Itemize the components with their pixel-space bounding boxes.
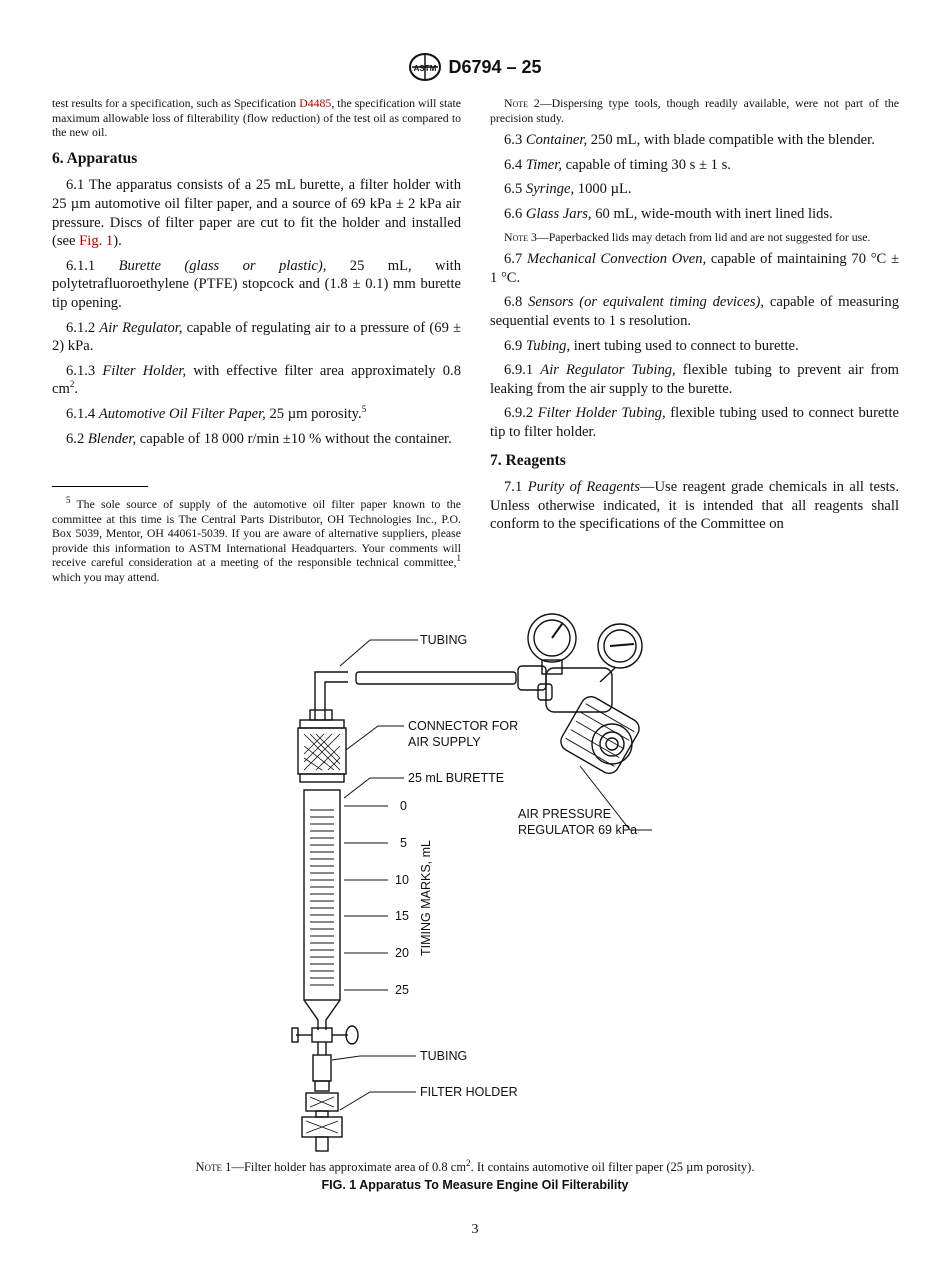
astm-logo-icon	[408, 52, 442, 82]
timing-mark-5: 5	[400, 836, 407, 850]
timing-mark-10: 10	[395, 873, 409, 887]
bottom-tubing	[313, 1055, 331, 1081]
label-filter-holder: FILTER HOLDER	[420, 1085, 518, 1099]
d4485-link[interactable]: D4485	[299, 96, 332, 110]
page-number: 3	[471, 1222, 479, 1237]
para-6-1: 6.1 The apparatus consists of a 25 mL burette, a filter holder with 25 µm automotive oil filter paper, and a source of 69 kPa ± 2 kPa air pressure. Discs of filter paper are cut to fit the holder and installed (see Fig. 1).	[52, 177, 461, 250]
fig-1-link[interactable]: Fig. 1	[79, 233, 114, 250]
page-header	[0, 52, 950, 82]
svg-text:ASTM: ASTM	[414, 64, 437, 73]
note-3: Note 3—Paperbacked lids may detach from lid and are not suggested for use.	[504, 229, 871, 244]
para-6-1-2: 6.1.2 Air Regulator, capable of regulating air to a pressure of (69 ± 2) kPa.	[52, 319, 461, 355]
timing-mark-20: 20	[395, 946, 409, 960]
section-7-heading: 7. Reagents	[490, 451, 566, 469]
stopcock	[292, 1026, 358, 1044]
para-6-6: 6.6 Glass Jars, 60 mL, wide-mouth with inert lined lids.	[504, 205, 833, 222]
right-column	[490, 96, 899, 540]
air-tubing	[356, 672, 516, 684]
para-6-4: 6.4 Timer, capable of timing 30 s ± 1 s.	[504, 156, 731, 173]
label-regulator-line2: REGULATOR 69 kPa	[518, 823, 638, 837]
footnote-5-ref[interactable]: 5	[361, 404, 367, 415]
label-regulator-line1: AIR PRESSURE	[518, 807, 612, 821]
burette-body	[304, 790, 340, 1000]
para-6-2: 6.2 Blender, capable of 18 000 r/min ±10 % without the container.	[66, 430, 452, 447]
document-number: D6794 – 25	[448, 56, 542, 77]
air-pressure-regulator	[518, 614, 643, 777]
label-tubing-top: TUBING	[420, 633, 468, 647]
para-6-9-1: 6.9.1 Air Regulator Tubing, flexible tubing to prevent air from leaking from the air supply to the burette.	[490, 362, 899, 397]
para-6-7: 6.7 Mechanical Convection Oven, capable of maintaining 70 °C ± 1 °C.	[490, 251, 899, 286]
para-6-8: 6.8 Sensors (or equivalent timing devices), capable of measuring sequential events to 1 s resolution.	[490, 294, 900, 329]
label-connector-line1: CONNECTOR FOR	[408, 719, 519, 733]
timing-mark-25: 25	[395, 983, 409, 997]
figure-1-apparatus	[270, 610, 670, 1160]
filter-holder	[302, 1093, 342, 1151]
label-tubing-bottom: TUBING	[420, 1049, 468, 1063]
para-6-1-1: 6.1.1 Burette (glass or plastic), 25 mL, with polytetrafluoroethylene (PTFE) stopcock and (1.8 ± 0.1) mm burette tip opening.	[52, 257, 462, 311]
label-timing-marks: TIMING MARKS, mL	[419, 840, 433, 956]
para-6-9-2: 6.9.2 Filter Holder Tubing, flexible tubing used to connect burette tip to filter holder.	[490, 405, 900, 440]
para-7-1: 7.1 Purity of Reagents—Use reagent grade chemicals in all tests. Unless otherwise indicated, it is intended that all reagents shall conform to the specifications of the Committee on	[490, 479, 900, 533]
label-connector-line2: AIR SUPPLY	[408, 735, 481, 749]
section-6-heading: 6. Apparatus	[52, 149, 138, 167]
figure-caption: FIG. 1 Apparatus To Measure Engine Oil Filterability	[321, 1178, 629, 1192]
figure-note-1: Note 1—Filter holder has approximate area of 0.8 $cm^2$. It contains automotive oil filter paper (25 µm porosity).	[195, 1157, 755, 1174]
left-column	[52, 96, 461, 591]
para-6-1-3: 6.1.3 Filter Holder, with effective filter area approximately 0.8 $cm^2$.	[52, 362, 462, 398]
apparatus-diagram	[270, 610, 670, 1160]
para-6-1-4: 6.1.4 Automotive Oil Filter Paper, 25 µm porosity.$^5$	[66, 404, 367, 422]
note-2: Note 2—Dispersing type tools, though readily available, were not part of the precision study.	[490, 96, 900, 125]
footnote-5: $^5$ The sole source of supply of the automotive oil filter paper known to the committee at this time is The Central Parts Distributor, OH Technologies Inc., P.O. Box 5039, Mentor, OH 44061-5039. If you are aware of alternative suppliers, please provide this information to ASTM International Headquarters. Your comments will receive careful consideration at a meeting of the responsible technical committee,$^1$ which you may attend.	[52, 495, 461, 585]
para-6-9: 6.9 Tubing, inert tubing used to connect to burette.	[504, 337, 799, 354]
para-6-3: 6.3 Container, 250 mL, with blade compatible with the blender.	[504, 132, 875, 149]
footnote-divider	[52, 486, 148, 487]
label-burette: 25 mL BURETTE	[408, 771, 505, 785]
timing-mark-15: 15	[395, 909, 409, 923]
timing-mark-0: 0	[400, 799, 407, 813]
para-6-5: 6.5 Syringe, 1000 µL.	[504, 181, 632, 198]
intro-paragraph: test results for a specification, such as Specification D4485, the specification will state maximum allowable loss of filterability (flow reduction) of the test oil as compared to the new oil.	[52, 96, 461, 140]
